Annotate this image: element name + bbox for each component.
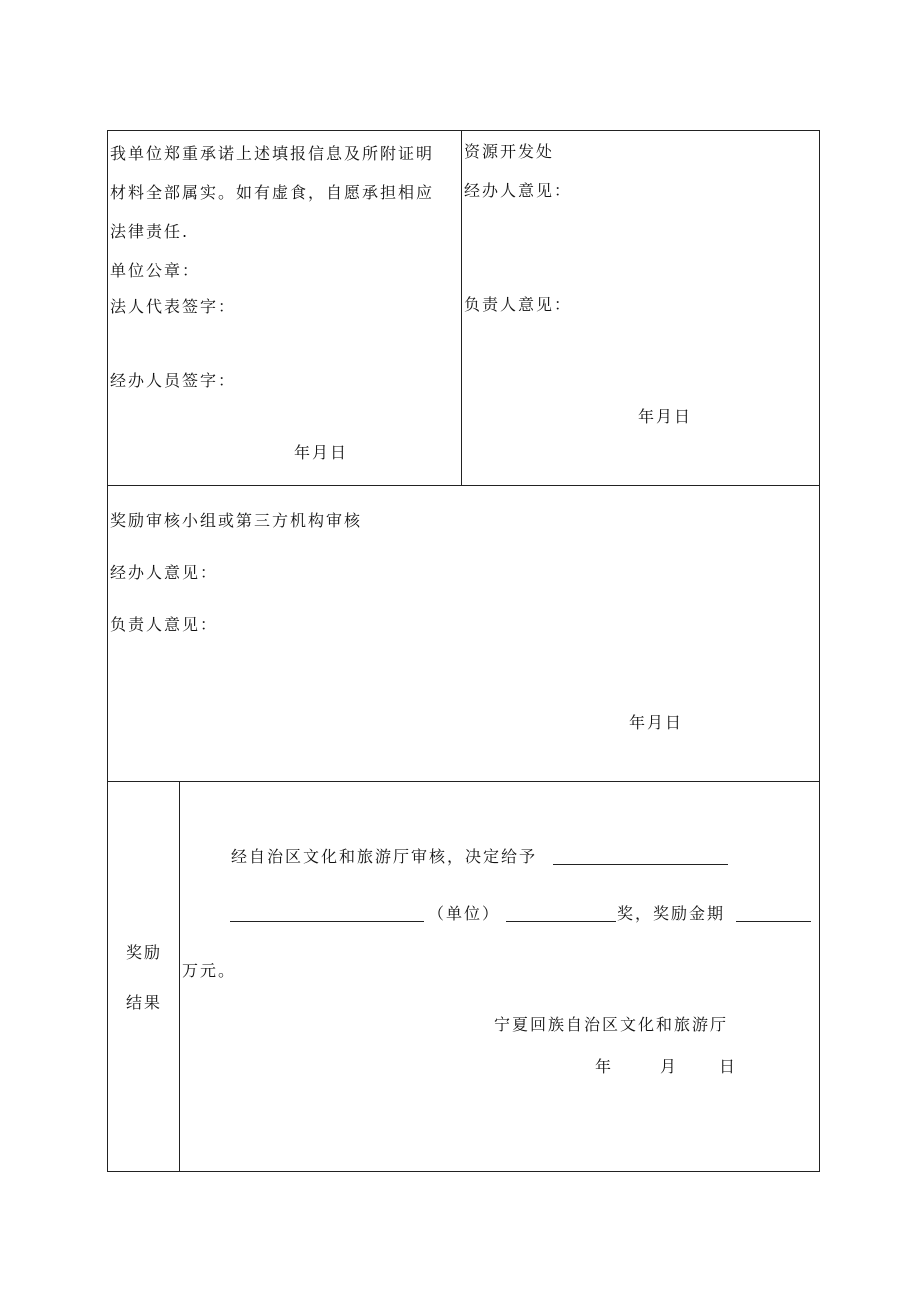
review-handler-opinion: 经办人意见： — [110, 563, 219, 582]
result-label: 奖励 — [126, 943, 163, 962]
wan-yuan: 万元。 — [182, 961, 237, 980]
handler-signature-label: 经办人员签字： — [110, 371, 237, 390]
award-name-blank[interactable] — [506, 921, 616, 922]
unit-label: （单位） — [428, 904, 501, 923]
result-line1: 经自治区文化和旅游厅审核，决定给予 — [231, 847, 538, 866]
column-divider — [461, 131, 462, 485]
resource-dept-date: 年月日 — [638, 407, 693, 426]
result-date-day: 日 — [719, 1057, 738, 1076]
unit-name-blank[interactable] — [230, 921, 424, 922]
recipient-blank[interactable] — [553, 864, 728, 865]
result-date-year: 年 — [595, 1057, 614, 1076]
issuing-org: 宁夏回族自治区文化和旅游厅 — [494, 1015, 729, 1034]
declaration-date: 年月日 — [294, 443, 349, 462]
declaration-line: 法律责任. — [110, 222, 190, 241]
result-date-month: 月 — [660, 1057, 679, 1076]
resource-dept-leader-opinion: 负责人意见： — [464, 295, 573, 314]
result-label: 结果 — [126, 993, 163, 1012]
column-divider — [179, 781, 180, 1172]
amount-blank[interactable] — [736, 921, 811, 922]
resource-dept-title: 资源开发处 — [464, 142, 555, 161]
review-leader-opinion: 负责人意见： — [110, 615, 219, 634]
award-suffix: 奖，奖励金期 — [617, 904, 726, 923]
seal-label: 单位公章： — [110, 261, 201, 280]
declaration-line: 材料全部属实。如有虚食，自愿承担相应 — [110, 183, 435, 202]
legal-rep-signature-label: 法人代表签字： — [110, 297, 237, 316]
declaration-line: 我单位郑重承诺上述填报信息及所附证明 — [110, 144, 435, 163]
review-date: 年月日 — [629, 713, 684, 732]
review-title: 奖励审核小组或第三方机构审核 — [110, 511, 363, 530]
resource-dept-handler-opinion: 经办人意见： — [464, 181, 573, 200]
row-divider — [108, 485, 819, 486]
award-application-form — [107, 130, 820, 1172]
row-divider — [108, 781, 819, 782]
